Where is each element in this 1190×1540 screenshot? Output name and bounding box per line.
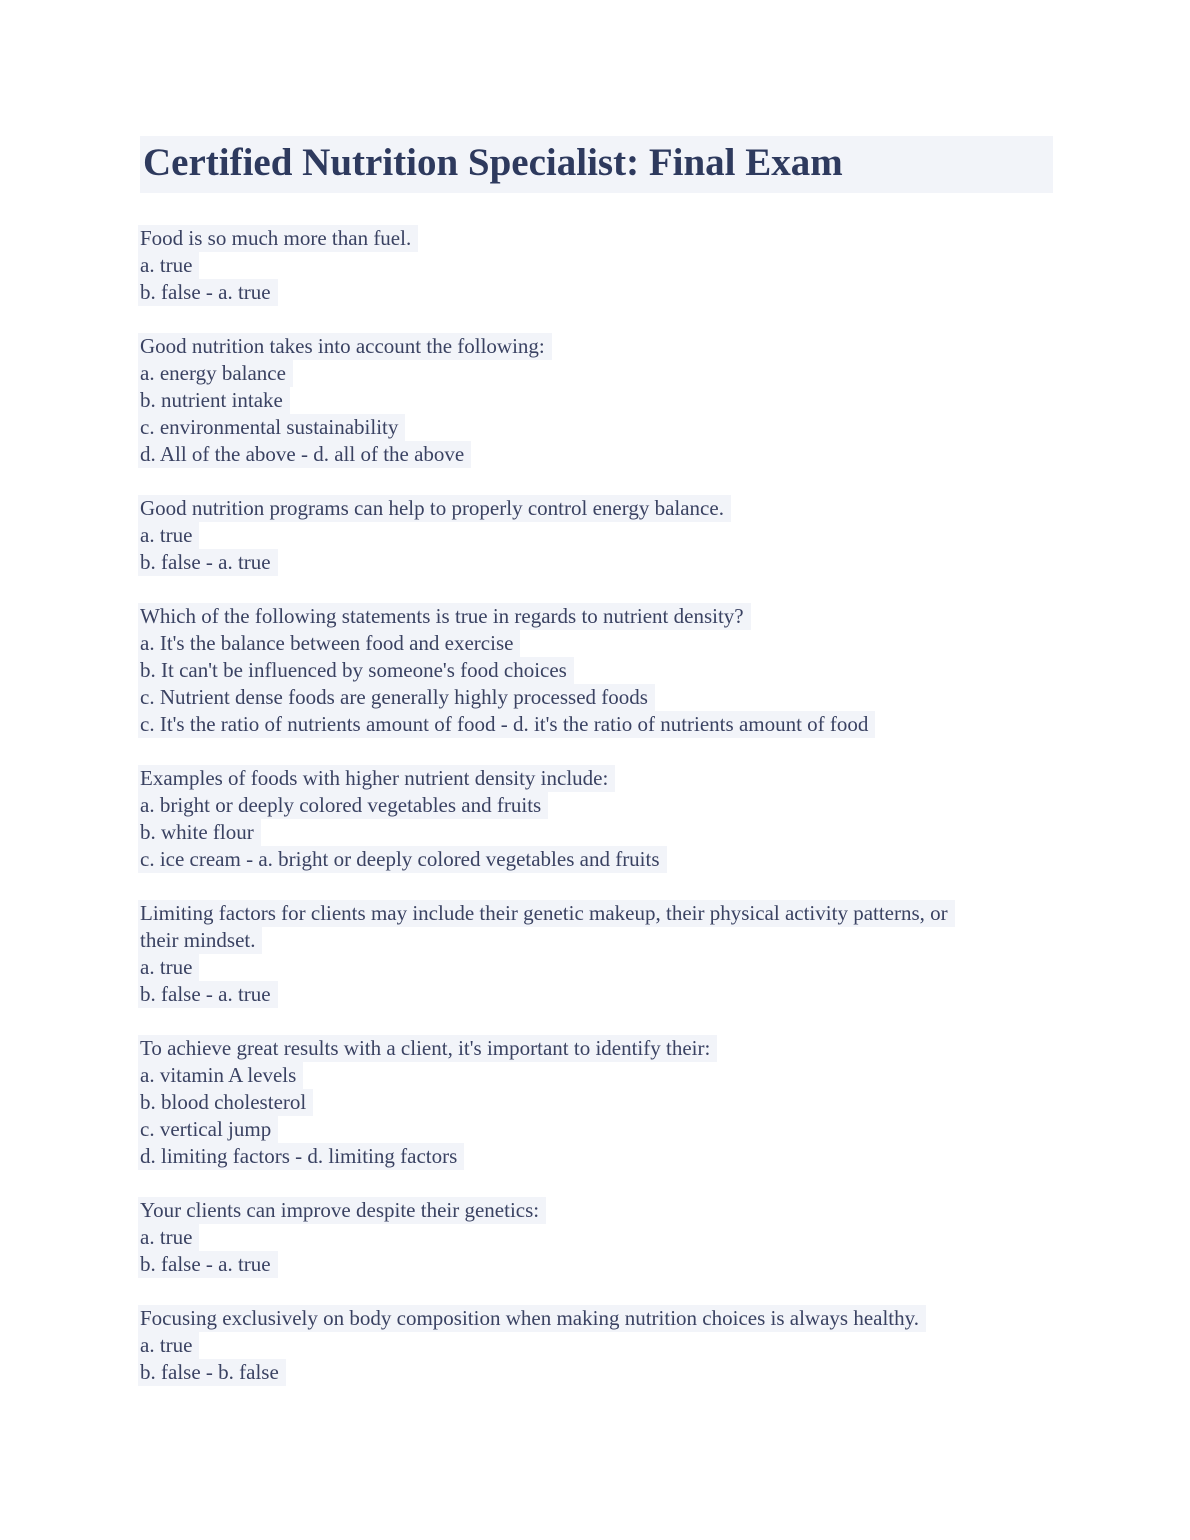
question-prompt-line: Which of the following statements is true in regards to nutrient density? xyxy=(138,603,751,630)
document-title: Certified Nutrition Specialist: Final Exam xyxy=(143,141,843,184)
answer-option-line: a. It's the balance between food and exercise xyxy=(138,630,520,657)
question-block xyxy=(140,225,1080,306)
answer-option-line: b. false - a. true xyxy=(138,1251,278,1278)
answer-option-line: b. false - a. true xyxy=(138,549,278,576)
question-prompt-line: To achieve great results with a client, it's important to identify their: xyxy=(138,1035,717,1062)
question-prompt-line: Good nutrition takes into account the following: xyxy=(138,333,552,360)
answer-option-line: c. ice cream - a. bright or deeply colored vegetables and fruits xyxy=(138,846,667,873)
answer-option-line: a. bright or deeply colored vegetables and fruits xyxy=(138,792,548,819)
question-block xyxy=(140,765,1080,873)
answer-option-line: a. true xyxy=(138,252,199,279)
document-body xyxy=(140,225,1140,1386)
question-block xyxy=(140,1035,1080,1170)
answer-option-line: b. It can't be influenced by someone's food choices xyxy=(138,657,574,684)
title-highlight-bar xyxy=(140,136,1053,193)
answer-option-line: c. vertical jump xyxy=(138,1116,278,1143)
answer-option-line: a. true xyxy=(138,954,199,981)
answer-option-line: a. true xyxy=(138,1332,199,1359)
answer-option-line: c. Nutrient dense foods are generally highly processed foods xyxy=(138,684,655,711)
question-prompt-line: Examples of foods with higher nutrient density include: xyxy=(138,765,615,792)
question-prompt-line: Your clients can improve despite their genetics: xyxy=(138,1197,546,1224)
question-prompt-line: Good nutrition programs can help to properly control energy balance. xyxy=(138,495,731,522)
answer-option-line: a. vitamin A levels xyxy=(138,1062,303,1089)
question-block xyxy=(140,900,1080,1008)
answer-option-line: b. false - a. true xyxy=(138,279,278,306)
answer-option-line: a. true xyxy=(138,522,199,549)
answer-option-line: c. It's the ratio of nutrients amount of food - d. it's the ratio of nutrients amount of food xyxy=(138,711,875,738)
answer-option-line: b. white flour xyxy=(138,819,261,846)
answer-option-line: b. blood cholesterol xyxy=(138,1089,313,1116)
answer-option-line: b. false - a. true xyxy=(138,981,278,1008)
question-prompt-line: Limiting factors for clients may include their genetic makeup, their physical activity patterns, or xyxy=(138,900,955,927)
answer-option-line: a. energy balance xyxy=(138,360,293,387)
answer-option-line: b. nutrient intake xyxy=(138,387,290,414)
answer-option-line: b. false - b. false xyxy=(138,1359,286,1386)
question-block xyxy=(140,333,1080,468)
answer-option-line: d. All of the above - d. all of the above xyxy=(138,441,471,468)
answer-option-line: a. true xyxy=(138,1224,199,1251)
answer-option-line: d. limiting factors - d. limiting factors xyxy=(138,1143,464,1170)
question-prompt-line: their mindset. xyxy=(138,927,262,954)
question-block xyxy=(140,1305,1080,1386)
question-prompt-line: Food is so much more than fuel. xyxy=(138,225,418,252)
question-block xyxy=(140,495,1080,576)
answer-option-line: c. environmental sustainability xyxy=(138,414,405,441)
question-block xyxy=(140,1197,1080,1278)
question-block xyxy=(140,603,1080,738)
question-prompt-line: Focusing exclusively on body composition when making nutrition choices is always healthy. xyxy=(138,1305,926,1332)
